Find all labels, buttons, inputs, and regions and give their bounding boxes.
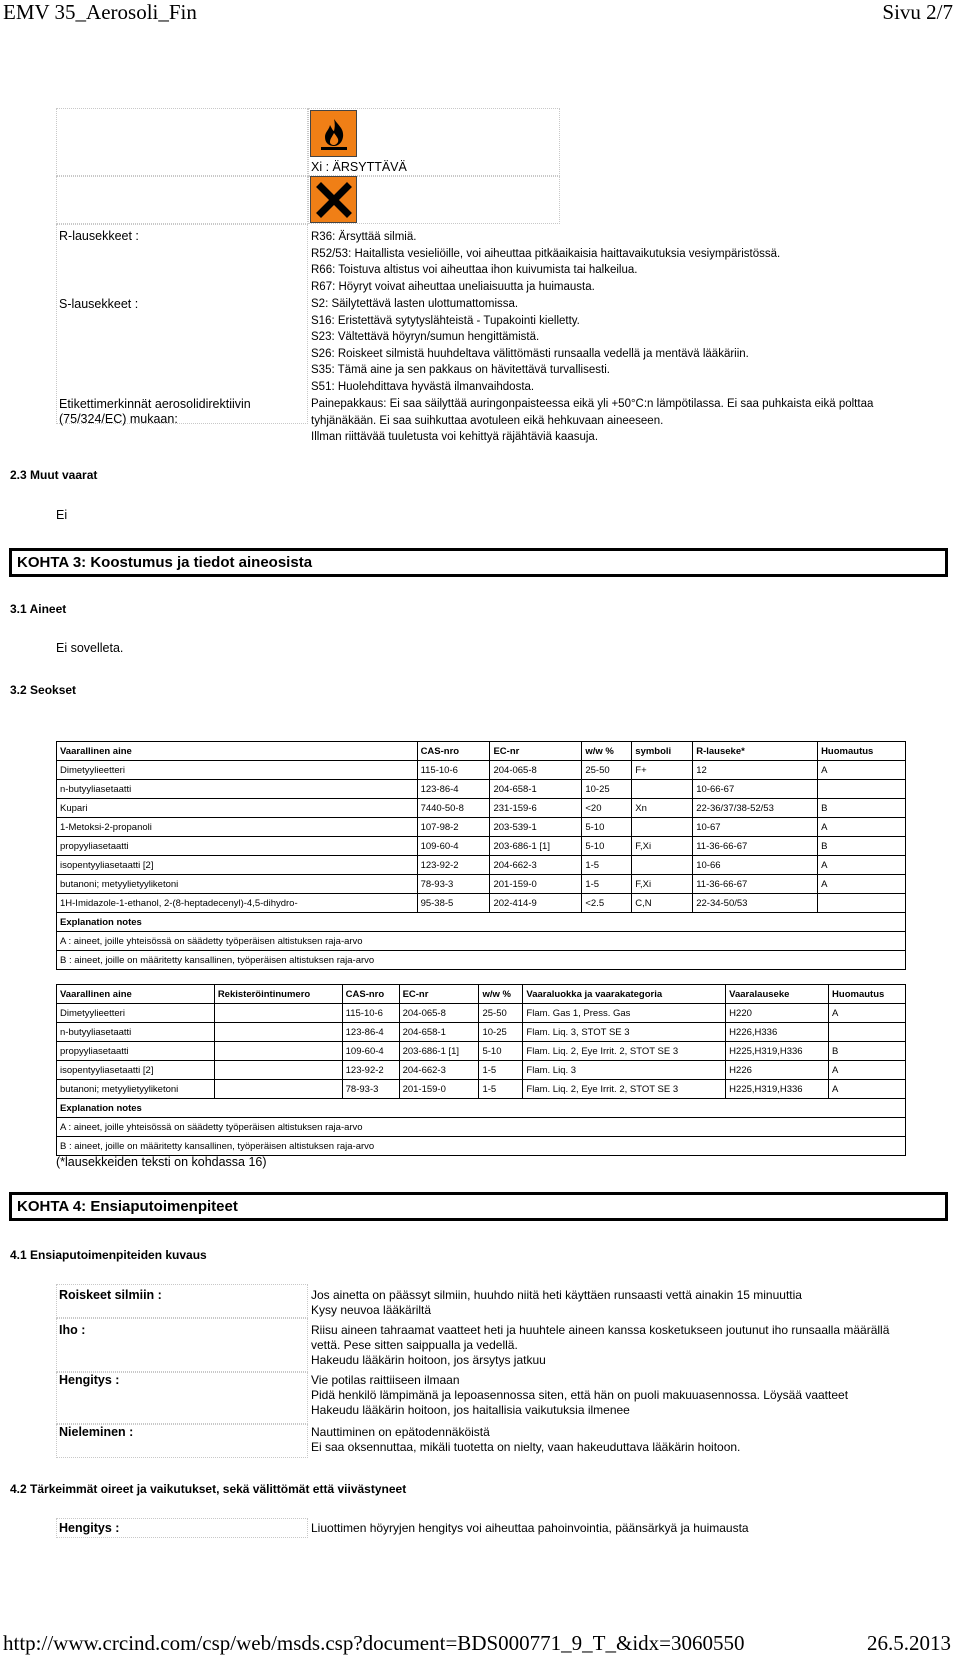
column-header: Huomautus: [818, 742, 906, 761]
table-cell: [214, 1061, 342, 1080]
table-row: [57, 1080, 906, 1099]
column-header: Vaarallinen aine: [57, 985, 215, 1004]
column-header: Rekisteröintinumero: [214, 985, 342, 1004]
table-cell: 115-10-6: [417, 761, 490, 780]
table-cell: [818, 780, 906, 799]
table-cell: 10-25: [479, 1023, 523, 1042]
symptom-text: Liuottimen höyryjen hengitys voi aiheuttaa pahoinvointia, päänsärkyä ja huimausta: [311, 1521, 749, 1535]
table-cell: 202-414-9: [490, 894, 582, 913]
section-4-2-title: 4.2 Tärkeimmät oireet ja vaikutukset, sekä välittömät että viivästyneet: [10, 1482, 407, 1496]
table-cell: 10-66-67: [693, 780, 818, 799]
table-cell: A: [829, 1004, 906, 1023]
table-header-row: [57, 985, 906, 1004]
table-cell: [214, 1004, 342, 1023]
first-aid-label: Hengitys :: [59, 1373, 120, 1387]
table-cell: 12: [693, 761, 818, 780]
section-3-1-title: 3.1 Aineet: [10, 602, 67, 616]
grid-cell: [56, 176, 308, 224]
section-4-heading: KOHTA 4: Ensiaputoimenpiteet: [9, 1192, 948, 1221]
note-row: [57, 1118, 906, 1137]
table-cell: Dimetyylieetteri: [57, 1004, 215, 1023]
document-title: EMV 35_Aerosoli_Fin: [3, 0, 197, 24]
table-cell: 203-539-1: [490, 818, 582, 837]
first-aid-line: Vie potilas raittiiseen ilmaan: [311, 1373, 460, 1387]
note-row: [57, 951, 906, 970]
column-header: EC-nr: [490, 742, 582, 761]
table-cell: H226,H336: [726, 1023, 829, 1042]
column-header: Huomautus: [829, 985, 906, 1004]
table-cell: Kupari: [57, 799, 418, 818]
footer-url: http://www.crcind.com/csp/web/msds.csp?document=BDS000771_9_T_&idx=3060550: [3, 1631, 745, 1655]
aerosol-text: [311, 396, 911, 446]
table-cell: 25-50: [479, 1004, 523, 1023]
column-header: Vaaralauseke: [726, 985, 829, 1004]
table-cell: 123-86-4: [417, 780, 490, 799]
first-aid-line: Pidä henkilö lämpimänä ja lepoasennossa siten, että hän on puoli makuuasennossa. Löysää vaatteet: [311, 1388, 849, 1402]
table-cell: 123-92-2: [417, 856, 490, 875]
first-aid-label: Iho :: [59, 1323, 86, 1337]
s-phrases-label: S-lausekkeet :: [59, 297, 139, 311]
table-cell: 123-92-2: [342, 1061, 399, 1080]
table-cell: 10-67: [693, 818, 818, 837]
table-cell: 1-5: [479, 1080, 523, 1099]
table-cell: 10-66: [693, 856, 818, 875]
flame-icon: [310, 110, 357, 157]
column-header: R-lauseke*: [693, 742, 818, 761]
table-cell: 1-5: [582, 856, 632, 875]
first-aid-text: [311, 1323, 911, 1368]
aerosol-line: Illman riittävää tuuletusta voi kehittyä räjähtäviä kaasuja.: [311, 431, 599, 443]
table-cell: butanoni; metyylietyyliketoni: [57, 1080, 215, 1099]
table-cell: Dimetyylieetteri: [57, 761, 418, 780]
first-aid-line: Jos ainetta on päässyt silmiin, huuhdo niitä heti käyttäen runsaasti vettä ainakin 15 minuuttia: [311, 1288, 802, 1302]
table-cell: B: [829, 1042, 906, 1061]
table-row: [57, 1042, 906, 1061]
s-phrase: S2: Säilytettävä lasten ulottumattomissa.: [311, 298, 519, 310]
notes-title-row: [57, 913, 906, 932]
table-cell: isopentyyliasetaatti [2]: [57, 856, 418, 875]
table-cell: A: [818, 818, 906, 837]
table-cell: 109-60-4: [342, 1042, 399, 1061]
table-cell: 1-Metoksi-2-propanoli: [57, 818, 418, 837]
table-cell: 5-10: [582, 818, 632, 837]
table-cell: 7440-50-8: [417, 799, 490, 818]
hazard-symbol-caption: Xi : ÄRSYTTÄVÄ: [311, 160, 407, 174]
table-cell: butanoni; metyylietyyliketoni: [57, 875, 418, 894]
table-cell: H220: [726, 1004, 829, 1023]
s-phrase: S51: Huolehdittava hyvästä ilmanvaihdosta.: [311, 380, 535, 393]
r-phrase: R67: Höyryt voivat aiheuttaa uneliaisuutta ja huimausta.: [311, 280, 595, 293]
grid-cell: [56, 1318, 308, 1372]
table-cell: Xn: [632, 799, 693, 818]
section-2-3-text: Ei: [56, 508, 68, 522]
table-cell: 107-98-2: [417, 818, 490, 837]
phrase-footnote: (*lausekkeiden teksti on kohdassa 16): [56, 1155, 267, 1169]
column-header: Vaarallinen aine: [57, 742, 418, 761]
table-cell: C,N: [632, 894, 693, 913]
table-cell: [214, 1023, 342, 1042]
table-row: [57, 894, 906, 913]
column-header: w/w %: [582, 742, 632, 761]
first-aid-text: [311, 1373, 911, 1418]
table-cell: 1H-Imidazole-1-ethanol, 2-(8-heptadecenyl)-4,5-dihydro-: [57, 894, 418, 913]
table-cell: 95-38-5: [417, 894, 490, 913]
column-header: symboli: [632, 742, 693, 761]
note-text: A : aineet, joille yhteisössä on säädetty työperäisen altistuksen raja-arvo: [57, 1118, 906, 1137]
table-cell: 11-36-66-67: [693, 837, 818, 856]
symptom-label: Hengitys :: [59, 1521, 120, 1535]
table-cell: F+: [632, 761, 693, 780]
table-row: [57, 780, 906, 799]
first-aid-line: Hakeudu lääkärin hoitoon, jos haitallisia vaikutuksia ilmenee: [311, 1403, 630, 1417]
aerosol-line: Painepakkaus: Ei saa säilyttää auringonpaisteessa eikä yli +50°C:n lämpötilassa. Ei saa puhkaista eikä polttaa tyhjänäkään. Ei saa suihkuttaa avotuleen eikä hehkuvaan aineeseen.: [311, 398, 874, 427]
column-header: CAS-nro: [417, 742, 490, 761]
aerosol-label-line: (75/324/EC) mukaan:: [59, 412, 178, 426]
table-cell: H225,H319,H336: [726, 1042, 829, 1061]
section-4-1-title: 4.1 Ensiaputoimenpiteiden kuvaus: [10, 1248, 207, 1262]
notes-title: Explanation notes: [57, 913, 906, 932]
table-cell: 204-658-1: [399, 1023, 479, 1042]
table-cell: Flam. Liq. 2, Eye Irrit. 2, STOT SE 3: [523, 1042, 726, 1061]
table-cell: 22-34-50/53: [693, 894, 818, 913]
table-cell: 204-658-1: [490, 780, 582, 799]
table-cell: n-butyyliasetaatti: [57, 780, 418, 799]
table-cell: 201-159-0: [399, 1080, 479, 1099]
column-header: w/w %: [479, 985, 523, 1004]
section-3-heading: KOHTA 3: Koostumus ja tiedot aineosista: [9, 548, 948, 577]
table-cell: [632, 780, 693, 799]
table-cell: 201-159-0: [490, 875, 582, 894]
table-cell: Flam. Liq. 3, STOT SE 3: [523, 1023, 726, 1042]
note-text: B : aineet, joille on määritetty kansallinen, työperäisen altistuksen raja-arvo: [57, 951, 906, 970]
r-phrase: R66: Toistuva altistus voi aiheuttaa ihon kuivumista tai halkeilua.: [311, 264, 638, 276]
r-phrases-list: [311, 229, 901, 295]
table-cell: A: [818, 761, 906, 780]
section-2-3-title: 2.3 Muut vaarat: [10, 468, 98, 482]
table-cell: 5-10: [479, 1042, 523, 1061]
table-row: [57, 875, 906, 894]
grid-cell: [56, 108, 308, 176]
s-phrase: S16: Eristettävä sytytyslähteistä - Tupakointi kielletty.: [311, 314, 580, 327]
note-text: B : aineet, joille on määritetty kansallinen, työperäisen altistuksen raja-arvo: [57, 1137, 906, 1156]
table-cell: propyyliasetaatti: [57, 837, 418, 856]
table-cell: isopentyyliasetaatti [2]: [57, 1061, 215, 1080]
s-phrase: S35: Tämä aine ja sen pakkaus on hävitettävä turvallisesti.: [311, 364, 610, 376]
table-cell: 123-86-4: [342, 1023, 399, 1042]
table-cell: 11-36-66-67: [693, 875, 818, 894]
table-row: [57, 837, 906, 856]
table-row: [57, 818, 906, 837]
column-header: Vaaraluokka ja vaarakategoria: [523, 985, 726, 1004]
first-aid-label: Nieleminen :: [59, 1425, 134, 1439]
s-phrase: S26: Roiskeet silmistä huuhdeltava välittömästi runsaalla vedellä ja mentävä lääkäriin.: [311, 347, 749, 360]
s-phrases-list: [311, 296, 901, 395]
table-cell: 204-662-3: [399, 1061, 479, 1080]
s-phrase: S23: Vältettävä höyryn/sumun hengittämistä.: [311, 331, 540, 343]
table-cell: 204-662-3: [490, 856, 582, 875]
r-phrases-label: R-lausekkeet :: [59, 229, 139, 243]
section-3-2-title: 3.2 Seokset: [10, 683, 77, 697]
table-cell: H226: [726, 1061, 829, 1080]
table-cell: [214, 1042, 342, 1061]
first-aid-line: Ei saa oksennuttaa, mikäli tuotetta on nielty, vaan hakeuduttava lääkärin hoitoon.: [311, 1440, 741, 1454]
table-cell: 78-93-3: [342, 1080, 399, 1099]
notes-title-row: [57, 1099, 906, 1118]
table-cell: Flam. Gas 1, Press. Gas: [523, 1004, 726, 1023]
notes-title: Explanation notes: [57, 1099, 906, 1118]
table-row: [57, 1004, 906, 1023]
aerosol-label-line: Etikettimerkinnät aerosolidirektiivin: [59, 397, 251, 411]
first-aid-label: Roiskeet silmiin :: [59, 1288, 162, 1302]
table-cell: [632, 818, 693, 837]
column-header: EC-nr: [399, 985, 479, 1004]
r-phrase: R52/53: Haitallista vesieliöille, voi aiheuttaa pitkäaikaisia haittavaikutuksia vesiympäristössä.: [311, 247, 781, 260]
table-cell: [829, 1023, 906, 1042]
section-3-1-text: Ei sovelleta.: [56, 641, 124, 655]
table-cell: [214, 1080, 342, 1099]
page-number: Sivu 2/7: [882, 0, 953, 24]
table-cell: H225,H319,H336: [726, 1080, 829, 1099]
table-row: [57, 1023, 906, 1042]
table-cell: 1-5: [479, 1061, 523, 1080]
column-header: CAS-nro: [342, 985, 399, 1004]
first-aid-text: [311, 1288, 911, 1318]
first-aid-text: [311, 1425, 911, 1455]
table-cell: A: [829, 1080, 906, 1099]
table-cell: 109-60-4: [417, 837, 490, 856]
first-aid-line: Riisu aineen tahraamat vaatteet heti ja huuhtele aineen kanssa kosketukseen joutunut iho runsaalla määrällä vettä. Pese sitten saippualla ja vedellä.: [311, 1323, 890, 1352]
x-cross-icon: [310, 176, 357, 223]
page-footer: [0, 1631, 960, 1654]
table-row: [57, 799, 906, 818]
table-cell: A: [818, 856, 906, 875]
table-cell: propyyliasetaatti: [57, 1042, 215, 1061]
table-cell: 1-5: [582, 875, 632, 894]
first-aid-line: Nauttiminen on epätodennäköistä: [311, 1425, 490, 1439]
mixture-table-dsd: [56, 741, 906, 970]
table-cell: <2.5: [582, 894, 632, 913]
mixture-table-clp: [56, 984, 906, 1156]
table-cell: F,Xi: [632, 875, 693, 894]
table-cell: A: [818, 875, 906, 894]
aerosol-label: [59, 397, 299, 427]
table-row: [57, 761, 906, 780]
table-cell: 25-50: [582, 761, 632, 780]
table-cell: 5-10: [582, 837, 632, 856]
table-cell: Flam. Liq. 2, Eye Irrit. 2, STOT SE 3: [523, 1080, 726, 1099]
first-aid-line: Kysy neuvoa lääkäriltä: [311, 1303, 432, 1317]
table-cell: B: [818, 837, 906, 856]
table-cell: 78-93-3: [417, 875, 490, 894]
table-cell: 231-159-6: [490, 799, 582, 818]
table-cell: 10-25: [582, 780, 632, 799]
table-cell: 204-065-8: [399, 1004, 479, 1023]
table-cell: 115-10-6: [342, 1004, 399, 1023]
page-header: [0, 0, 960, 32]
note-row: [57, 1137, 906, 1156]
table-cell: 204-065-8: [490, 761, 582, 780]
table-cell: <20: [582, 799, 632, 818]
table-cell: F,Xi: [632, 837, 693, 856]
r-phrase: R36: Ärsyttää silmiä.: [311, 231, 417, 243]
note-row: [57, 932, 906, 951]
note-text: A : aineet, joille yhteisössä on säädetty työperäisen altistuksen raja-arvo: [57, 932, 906, 951]
table-cell: B: [818, 799, 906, 818]
table-cell: 203-686-1 [1]: [490, 837, 582, 856]
first-aid-line: Hakeudu lääkärin hoitoon, jos ärsytys jatkuu: [311, 1353, 546, 1367]
table-cell: 22-36/37/38-52/53: [693, 799, 818, 818]
table-row: [57, 1061, 906, 1080]
grid-cell: [56, 224, 308, 424]
table-row: [57, 856, 906, 875]
table-header-row: [57, 742, 906, 761]
table-cell: [632, 856, 693, 875]
table-cell: 203-686-1 [1]: [399, 1042, 479, 1061]
table-cell: n-butyyliasetaatti: [57, 1023, 215, 1042]
table-cell: A: [829, 1061, 906, 1080]
table-cell: Flam. Liq. 3: [523, 1061, 726, 1080]
table-cell: [818, 894, 906, 913]
footer-date: 26.5.2013: [867, 1631, 951, 1655]
